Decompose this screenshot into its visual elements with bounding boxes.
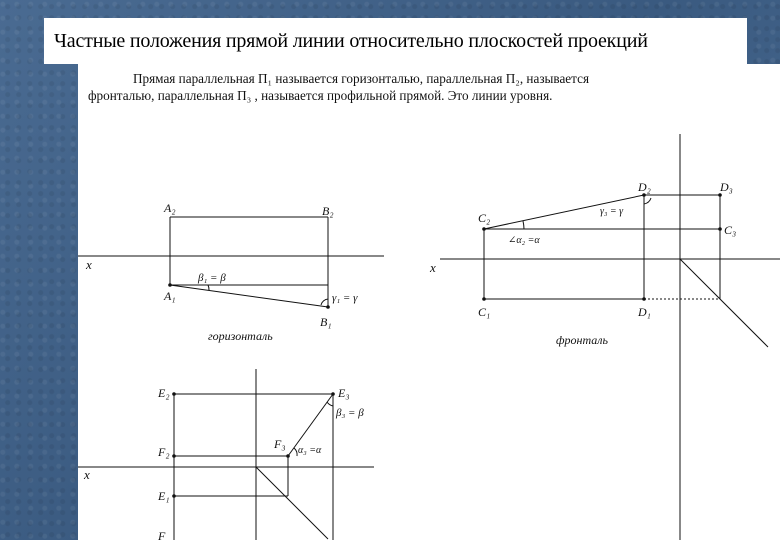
fig2-alpha-arc xyxy=(523,221,524,229)
fig2-C1-label: C₁ xyxy=(478,305,491,319)
fig1-gamma-label: γ₁ = γ xyxy=(332,292,358,304)
slide-title-bar xyxy=(44,18,747,64)
fig2-caption: фронталь xyxy=(556,333,608,347)
fig3-diagonal xyxy=(256,467,328,539)
slide-content xyxy=(78,64,780,540)
drawings-canvas xyxy=(78,64,780,540)
fig3-E3-label: E₃ xyxy=(338,386,350,400)
slide-title: Частные положения прямой линии относительно плоскостей проекций xyxy=(54,29,648,52)
figure-frontal xyxy=(440,134,780,540)
intro-line-1: Прямая параллельная П₁ называется горизонталью, параллельная П₂, называется xyxy=(133,71,590,86)
fig3-beta-label: β₃ = β xyxy=(336,407,364,419)
fig2-C3-label: C₃ xyxy=(724,223,737,237)
fig3-F1-label: F xyxy=(158,529,166,540)
fig2-gamma-label: γ₃ = γ xyxy=(600,206,624,217)
figure-profile xyxy=(78,369,374,540)
fig2-diagonal xyxy=(680,259,768,347)
fig1-gamma-arc xyxy=(321,299,328,305)
fig1-A1-label: A₁ xyxy=(164,289,176,303)
fig1-x-label: x xyxy=(86,257,92,272)
fig3-E1-label: E₁ xyxy=(158,489,170,503)
fig1-beta-label: β₁ = β xyxy=(198,272,226,284)
fig2-x-label: x xyxy=(430,260,436,275)
fig1-A1B1-line xyxy=(170,285,328,307)
fig3-F2-label: F₂ xyxy=(158,445,170,459)
fig2-C2-label: C₂ xyxy=(478,211,491,225)
fig1-caption: горизонталь xyxy=(208,329,273,343)
fig1-beta-arc xyxy=(208,285,209,290)
fig3-x-label: x xyxy=(84,467,90,482)
fig3-F3-label: F₃ xyxy=(274,437,286,451)
fig3-beta-arc xyxy=(327,402,333,406)
fig3-alpha-label: α₃ =α xyxy=(298,445,322,456)
fig1-B2-label: B₂ xyxy=(322,204,334,218)
fig2-alpha-label: ∠α₂ =α xyxy=(508,235,540,246)
fig1-A2-label: A₂ xyxy=(164,201,176,215)
fig2-D2-label: D₂ xyxy=(638,180,651,194)
fig2-gamma-arc xyxy=(644,198,651,204)
fig1-B1-label: B₁ xyxy=(320,315,332,329)
intro-line-2: фронталью, параллельная П₃ , называется профильной прямой. Это линии уровня. xyxy=(88,88,553,103)
fig3-E2-label: E₂ xyxy=(158,386,170,400)
fig3-alpha-arc xyxy=(294,448,297,456)
fig2-D3-label: D₃ xyxy=(720,180,733,194)
fig2-D1-label: D₁ xyxy=(638,305,651,319)
